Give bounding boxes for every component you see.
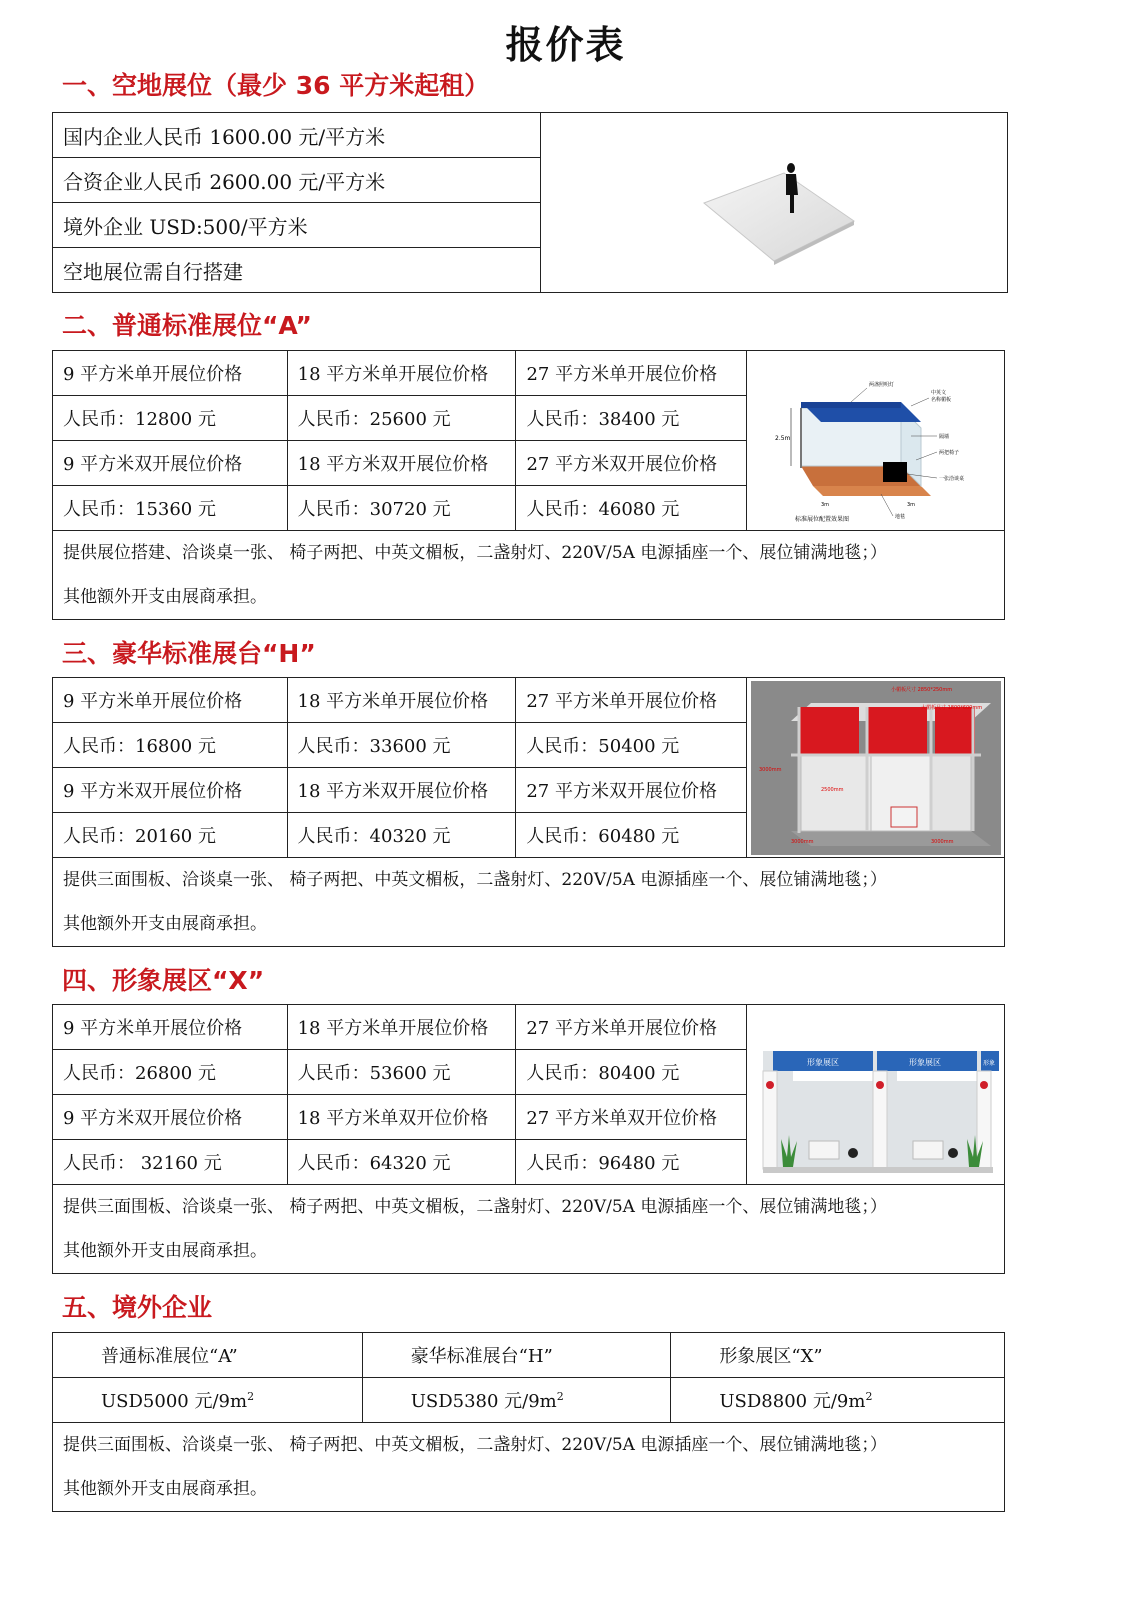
superscript: 2: [247, 1390, 255, 1403]
banner-text: 形象: [982, 1059, 995, 1067]
table-cell: 人民币：80400 元: [516, 1050, 747, 1095]
table-image-area: [52, 1004, 1005, 1274]
table-cell: [671, 1378, 1005, 1423]
table-header-cell: 形象展区“X”: [671, 1333, 1005, 1378]
banner-text: 形象展区: [806, 1057, 839, 1067]
table-header-cell: 豪华标准展台“H”: [362, 1333, 671, 1378]
diagram-label: 大楣板尺寸 1800*600mm: [920, 704, 982, 711]
note-line: 提供三面围板、洽谈桌一张、 椅子两把、中英文楣板，二盏射灯、220V/5A 电源插座一个、展位铺满地毯；）: [63, 1197, 887, 1217]
diagram-label: 3m: [906, 501, 915, 508]
table-cell: 27 平方米单开展位价格: [516, 678, 747, 723]
table-cell: 人民币：25600 元: [287, 396, 516, 441]
table-cell: 18 平方米双开展位价格: [287, 768, 516, 813]
note-line: 其他额外开支由展商承担。: [63, 1479, 267, 1499]
superscript: 2: [865, 1390, 873, 1403]
table-cell: 9 平方米双开展位价格: [53, 768, 288, 813]
page-title: 报价表: [505, 23, 626, 67]
section-heading-4: 四、形象展区“X”: [62, 966, 265, 995]
section-heading-2: 二、普通标准展位“A”: [62, 311, 312, 340]
table-note: [53, 1423, 1005, 1512]
table-cell: 人民币：26800 元: [53, 1050, 288, 1095]
diagram-label: 中英文: [930, 389, 946, 396]
table-cell: 人民币：64320 元: [287, 1140, 516, 1185]
table-note: [53, 1185, 1005, 1274]
height-label: 2.5m: [774, 434, 791, 442]
diagram-label: 名称楣板: [930, 396, 951, 403]
table-cell: 空地展位需自行搭建: [53, 248, 541, 293]
image-area-illustration: [747, 1005, 1005, 1185]
banner-text: 形象展区: [908, 1057, 941, 1067]
table-cell: 9 平方米单开展位价格: [53, 678, 288, 723]
table-cell: 人民币：46080 元: [516, 486, 747, 531]
table-cell: 境外企业 USD:500/平方米: [53, 203, 541, 248]
table-cell: 27 平方米单开展位价格: [516, 1005, 747, 1050]
table-cell: 合资企业人民币 2600.00 元/平方米: [53, 158, 541, 203]
table-header-cell: 普通标准展位“A”: [53, 1333, 363, 1378]
table-cell: 人民币：50400 元: [516, 723, 747, 768]
table-cell: 人民币：96480 元: [516, 1140, 747, 1185]
diagram-label: 3000mm: [790, 838, 813, 845]
table-cell: 人民币： 32160 元: [53, 1140, 288, 1185]
diagram-label: 一张洽谈桌: [938, 475, 964, 482]
image-area-booth-icon: [753, 1007, 999, 1183]
deluxe-booth-diagram-icon: [751, 681, 1001, 855]
table-cell: 18 平方米双开展位价格: [287, 441, 516, 486]
table-deluxe-booth: [52, 677, 1005, 947]
table-cell: 27 平方米双开展位价格: [516, 441, 747, 486]
diagram-label: 3m: [820, 501, 829, 508]
table-cell: 27 平方米单开展位价格: [516, 351, 747, 396]
table-cell: 人民币：15360 元: [53, 486, 288, 531]
table-cell: [362, 1378, 671, 1423]
diagram-caption: 标准展位配置效果图: [794, 515, 849, 523]
table-cell: 人民币：40320 元: [287, 813, 516, 858]
note-line: 其他额外开支由展商承担。: [63, 587, 267, 607]
note-line: 其他额外开支由展商承担。: [63, 1241, 267, 1261]
empty-floor-figure-icon: [674, 133, 874, 273]
table-cell: 人民币：30720 元: [287, 486, 516, 531]
table-cell: 18 平方米单开展位价格: [287, 351, 516, 396]
table-cell: 人民币：33600 元: [287, 723, 516, 768]
table-cell: 18 平方米单开展位价格: [287, 1005, 516, 1050]
diagram-label: 2500mm: [820, 786, 843, 793]
table-standard-booth: [52, 350, 1005, 620]
superscript: 2: [556, 1390, 564, 1403]
table-cell: 人民币：53600 元: [287, 1050, 516, 1095]
diagram-label: 3000mm: [930, 838, 953, 845]
price-text: USD5380 元/9m: [410, 1391, 557, 1412]
table-cell: 9 平方米双开展位价格: [53, 441, 288, 486]
table-cell: 18 平方米单双开位价格: [287, 1095, 516, 1140]
table-cell: 27 平方米单双开位价格: [516, 1095, 747, 1140]
diagram-label: 地毯: [894, 513, 905, 520]
table-cell: 27 平方米双开展位价格: [516, 768, 747, 813]
table-cell: 9 平方米单开展位价格: [53, 1005, 288, 1050]
table-cell: 人民币：60480 元: [516, 813, 747, 858]
table-cell: 9 平方米单开展位价格: [53, 351, 288, 396]
table-overseas: [52, 1332, 1005, 1512]
note-line: 提供展位搭建、洽谈桌一张、 椅子两把、中英文楣板，二盏射灯、220V/5A 电源插座一个、展位铺满地毯；）: [63, 543, 887, 563]
diagram-label: 隔墙: [938, 433, 949, 440]
section-heading-3: 三、豪华标准展台“H”: [62, 639, 316, 668]
table-cell: 人民币：12800 元: [53, 396, 288, 441]
table-cell: 9 平方米双开展位价格: [53, 1095, 288, 1140]
table-cell: [53, 1378, 363, 1423]
section-heading-1: 一、空地展位（最少 36 平方米起租）: [62, 71, 490, 100]
table-cell: 人民币：20160 元: [53, 813, 288, 858]
section-heading-5: 五、境外企业: [62, 1293, 213, 1322]
note-line: 提供三面围板、洽谈桌一张、 椅子两把、中英文楣板，二盏射灯、220V/5A 电源插座一个、展位铺满地毯；）: [63, 1435, 887, 1455]
note-line: 提供三面围板、洽谈桌一张、 椅子两把、中英文楣板，二盏射灯、220V/5A 电源插座一个、展位铺满地毯；）: [63, 870, 887, 890]
table-cell: 人民币：38400 元: [516, 396, 747, 441]
empty-space-illustration: [540, 113, 1007, 293]
table-empty-space: [52, 112, 1008, 293]
standard-booth-illustration: [747, 351, 1005, 531]
note-line: 其他额外开支由展商承担。: [63, 914, 267, 934]
table-note: [53, 531, 1005, 620]
diagram-label: 小楣板尺寸 2850*250mm: [890, 686, 952, 693]
diagram-label: 3000mm: [758, 766, 781, 773]
diagram-label: 两把椅子: [938, 449, 959, 456]
price-text: USD5000 元/9m: [101, 1391, 248, 1412]
table-cell: 18 平方米单开展位价格: [287, 678, 516, 723]
price-text: USD8800 元/9m: [719, 1391, 866, 1412]
deluxe-booth-illustration: [747, 678, 1005, 858]
standard-booth-diagram-icon: [761, 356, 991, 526]
table-note: [53, 858, 1005, 947]
diagram-label: 两盏照明灯: [868, 381, 894, 388]
table-cell: 人民币：16800 元: [53, 723, 288, 768]
table-cell: 国内企业人民币 1600.00 元/平方米: [53, 113, 541, 158]
